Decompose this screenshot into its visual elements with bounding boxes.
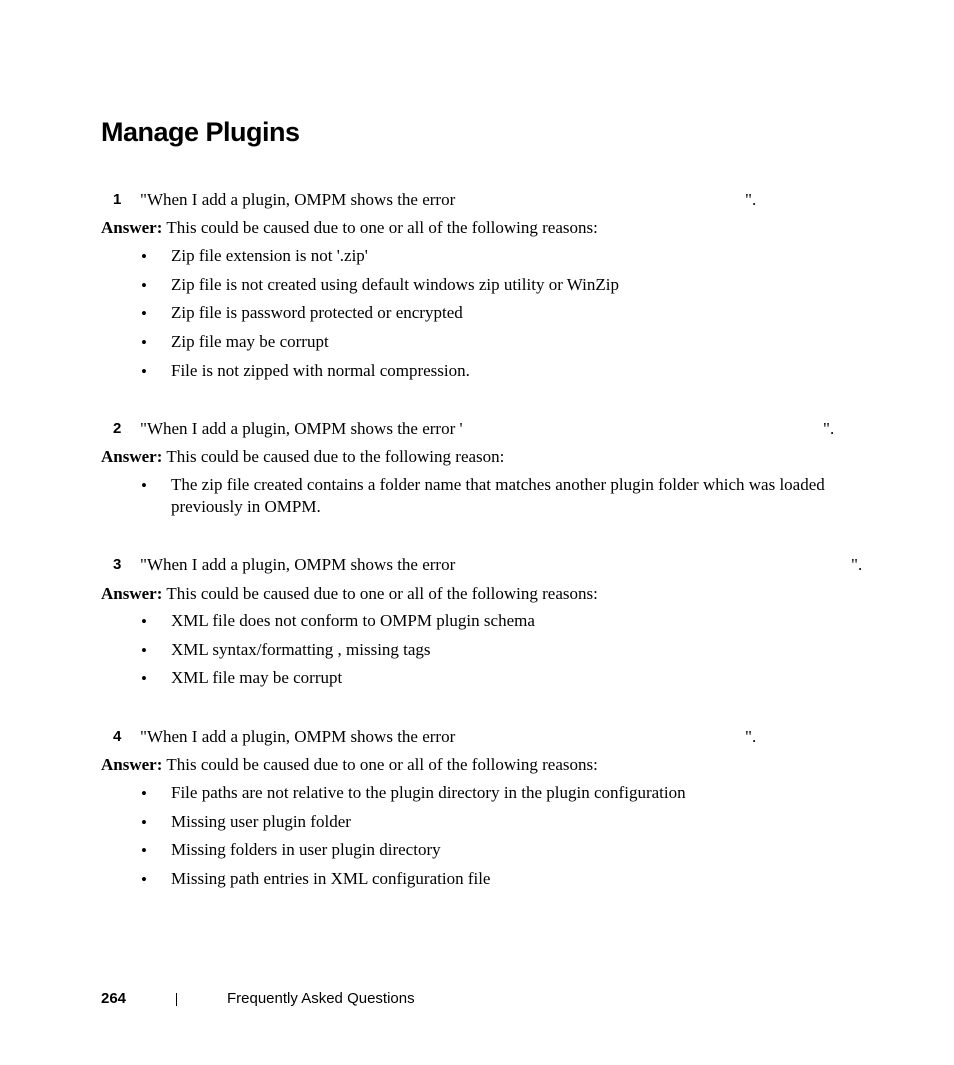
bullet-glyph: • <box>141 247 147 266</box>
bullet-glyph: • <box>141 304 147 323</box>
bullet-glyph: • <box>141 841 147 860</box>
question-closing-quote: ". <box>823 419 835 438</box>
question-number: 3 <box>113 556 122 573</box>
answer-line <box>101 584 598 604</box>
list-item: File is not zipped with normal compression. <box>171 361 470 380</box>
list-item: Missing user plugin folder <box>171 812 351 831</box>
answer-text: This could be caused due to one or all of the following reasons: <box>166 584 598 603</box>
bullet-glyph: • <box>141 669 147 688</box>
answer-label: Answer: <box>101 755 163 774</box>
answer-text: This could be caused due to one or all of the following reasons: <box>166 218 598 237</box>
bullet-glyph: • <box>141 784 147 803</box>
answer-text: This could be caused due to one or all of the following reasons: <box>166 755 598 774</box>
list-item: File paths are not relative to the plugin directory in the plugin configuration <box>171 783 686 802</box>
answer-line <box>101 755 598 775</box>
list-item: The zip file created contains a folder name that matches another plugin folder which was loaded previously in OMPM. <box>171 475 825 516</box>
question-number: 4 <box>113 728 122 745</box>
list-item: XML file does not conform to OMPM plugin schema <box>171 611 535 630</box>
answer-text: This could be caused due to the following reason: <box>166 447 505 466</box>
answer-label: Answer: <box>101 447 163 466</box>
list-item: Missing path entries in XML configuration file <box>171 869 491 888</box>
list-item: Missing folders in user plugin directory <box>171 840 441 859</box>
list-item: Zip file extension is not '.zip' <box>171 246 368 265</box>
bullet-glyph: • <box>141 870 147 889</box>
bullet-glyph: • <box>141 333 147 352</box>
list-item: Zip file is password protected or encrypted <box>171 303 463 322</box>
question-number: 2 <box>113 420 122 437</box>
list-item: XML file may be corrupt <box>171 668 343 687</box>
question-closing-quote: ". <box>745 727 757 746</box>
answer-label: Answer: <box>101 584 163 603</box>
question-text: "When I add a plugin, OMPM shows the error ' <box>140 419 463 438</box>
footer-section-title: Frequently Asked Questions <box>227 990 415 1007</box>
list-item: XML syntax/formatting , missing tags <box>171 640 431 659</box>
list-item: Zip file may be corrupt <box>171 332 329 351</box>
bullet-glyph: • <box>141 476 147 495</box>
question-number: 1 <box>113 191 122 208</box>
list-item: Zip file is not created using default windows zip utility or WinZip <box>171 275 620 294</box>
page-title: Manage Plugins <box>101 117 300 147</box>
question-text: "When I add a plugin, OMPM shows the error <box>140 727 456 746</box>
question-text: "When I add a plugin, OMPM shows the error <box>140 555 456 574</box>
bullet-glyph: • <box>141 276 147 295</box>
page-number: 264 <box>101 990 127 1007</box>
answer-line <box>101 447 504 467</box>
question-text: "When I add a plugin, OMPM shows the error <box>140 190 456 209</box>
question-closing-quote: ". <box>851 555 863 574</box>
bullet-glyph: • <box>141 641 147 660</box>
question-closing-quote: ". <box>745 190 757 209</box>
footer-divider <box>176 993 177 1006</box>
bullet-glyph: • <box>141 362 147 381</box>
bullet-glyph: • <box>141 813 147 832</box>
answer-label: Answer: <box>101 218 163 237</box>
answer-line <box>101 218 598 238</box>
bullet-glyph: • <box>141 612 147 631</box>
